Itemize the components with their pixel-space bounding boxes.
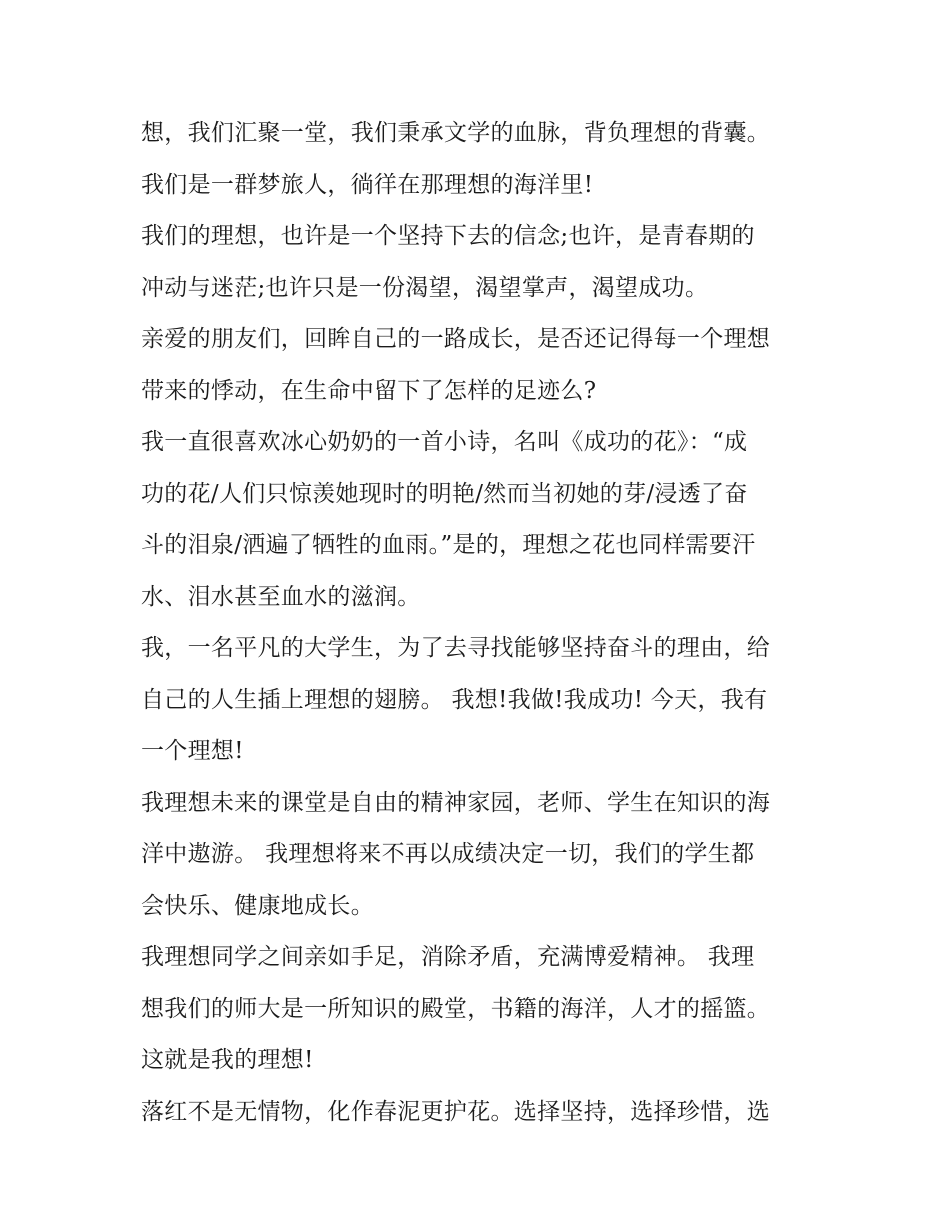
text-line: 我理想未来的课堂是自由的精神家园，老师、学生在知识的海 (141, 789, 771, 816)
text-line: 会快乐、健康地成长。 (141, 892, 374, 919)
text-line: 亲爱的朋友们，回眸自己的一路成长，是否还记得每一个理想 (141, 326, 771, 352)
text-line: 我一直很喜欢冰心奶奶的一首小诗，名叫《成功的花》：“成 (141, 429, 748, 455)
text-line: 我们是一群梦旅人，徜徉在那理想的海洋里! (141, 171, 594, 198)
text-line: 落红不是无情物，化作春泥更护花。选择坚持，选择珍惜，选 (141, 1098, 771, 1125)
text-line: 我理想同学之间亲如手足，消除矛盾，充满博爱精神。 我理 (141, 944, 755, 970)
text-line: 水、泪水甚至血水的滋润。 (141, 583, 421, 610)
text-line: 带来的悸动，在生命中留下了怎样的足迹么? (141, 377, 597, 404)
text-line: 自己的人生插上理想的翅膀。 我想!我做!我成功! 今天，我有 (141, 686, 768, 713)
text-line: 想我们的师大是一所知识的殿堂，书籍的海洋，人才的摇篮。 (141, 995, 771, 1022)
text-line: 功的花/人们只惊羡她现时的明艳/然而当初她的芽/浸透了奋 (141, 480, 748, 507)
text-line: 斗的泪泉/洒遍了牺牲的血雨。”是的，理想之花也同样需要汗 (141, 532, 756, 558)
text-line: 我，一名平凡的大学生，为了去寻找能够坚持奋斗的理由，给 (141, 635, 771, 661)
text-line: 一个理想! (141, 738, 244, 764)
text-line: 冲动与迷茫;也许只是一份渴望，渴望掌声，渴望成功。 (141, 274, 709, 301)
text-line: 这就是我的理想! (141, 1047, 314, 1073)
text-line: 洋中遨游。 我理想将来不再以成绩决定一切，我们的学生都 (141, 841, 755, 867)
text-line: 我们的理想，也许是一个坚持下去的信念;也许，是青春期的 (141, 223, 755, 249)
text-line: 想，我们汇聚一堂，我们秉承文学的血脉，背负理想的背囊。 (141, 120, 771, 146)
body-text (141, 108, 841, 1138)
